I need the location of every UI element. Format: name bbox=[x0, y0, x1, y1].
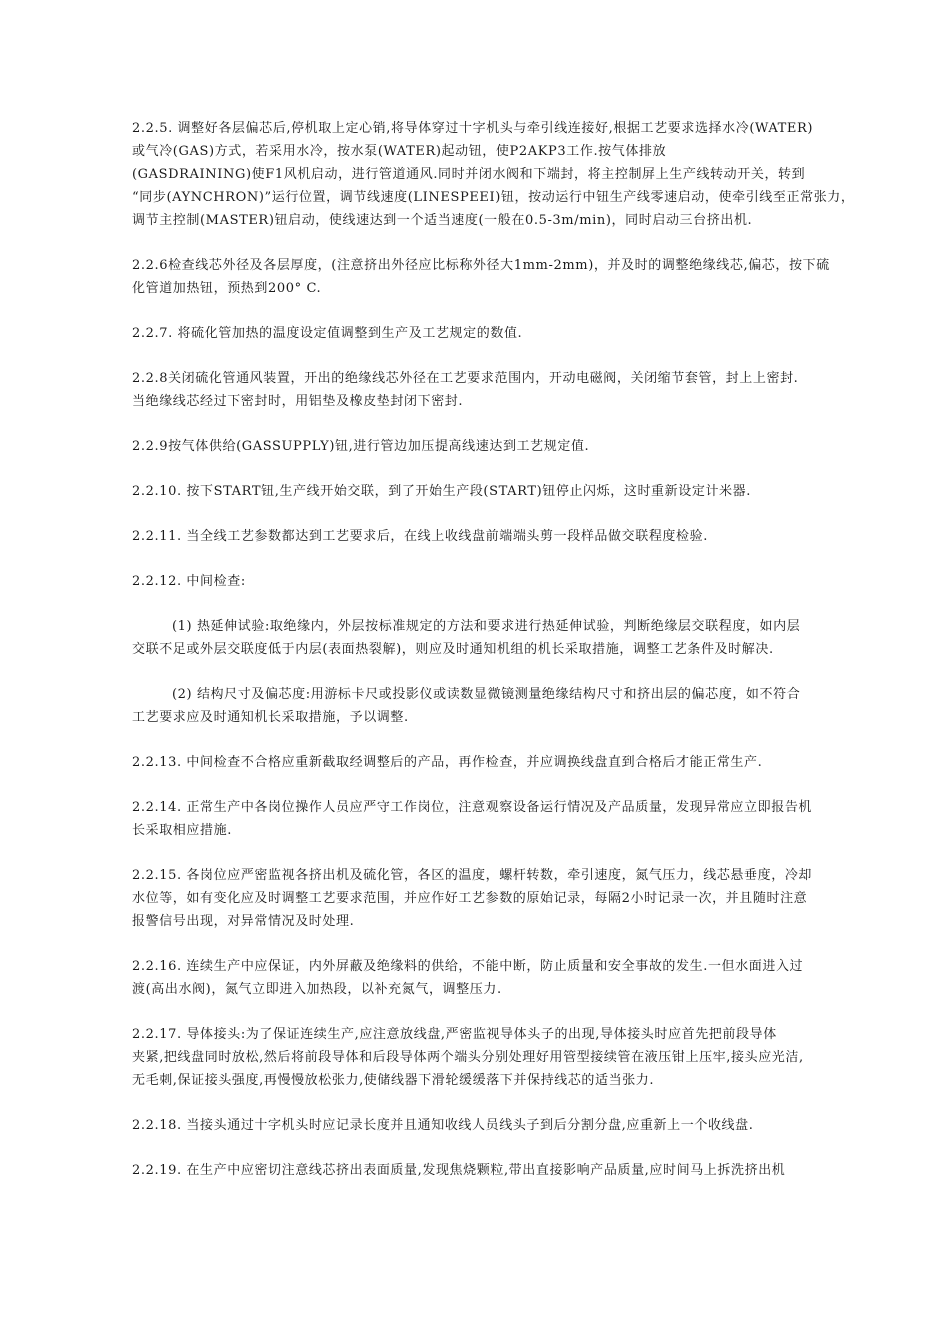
text-line: 工艺要求应及时通知机长采取措施，予以调整. bbox=[132, 710, 409, 725]
paragraph bbox=[132, 864, 840, 933]
text-line: 2.2.11. 当全线工艺参数都达到工艺要求后，在线上收线盘前端端头剪一段样品做交联程度检验. bbox=[132, 529, 708, 544]
paragraph bbox=[132, 751, 840, 774]
text-line: 2.2.9按气体供给(GASSUPPLY)钮,进行管边加压提高线速达到工艺规定值. bbox=[132, 439, 590, 454]
paragraph bbox=[132, 480, 840, 503]
paragraph bbox=[132, 955, 840, 1001]
text-line: 2.2.17. 导体接头:为了保证连续生产,应注意放线盘,严密监视导体头子的出现,导体接头时应首先把前段导体 bbox=[132, 1027, 777, 1042]
text-line: 水位等，如有变化应及时调整工艺要求范围，并应作好工艺参数的原始记录，每隔2小时记录一次，并且随时注意 bbox=[132, 891, 808, 906]
paragraph bbox=[132, 570, 840, 593]
text-line: 2.2.18. 当接头通过十字机头时应记录长度并且通知收线人员线头子到后分割分盘,应重新上一个收线盘. bbox=[132, 1118, 754, 1133]
text-line: “同步(AYNCHRON)”运行位置，调节线速度(LINESPEEI)钮，按动运行中钮生产线零速启动，使牵引线至正常张力， bbox=[132, 190, 855, 205]
paragraph bbox=[132, 683, 840, 729]
paragraph bbox=[132, 1114, 840, 1137]
paragraph bbox=[132, 615, 840, 661]
text-line: (GASDRAINING)使F1风机启动，进行管道通风.同时并闭水阀和下端封，将主控制屏上生产线转动开关，转到 bbox=[132, 167, 806, 182]
text-line: 2.2.19. 在生产中应密切注意线芯挤出表面质量,发现焦烧颗粒,带出直接影响产品质量,应时间马上拆洗挤出机 bbox=[132, 1163, 786, 1178]
text-line: 长采取相应措施. bbox=[132, 823, 232, 838]
text-line: 2.2.13. 中间检查不合格应重新截取经调整后的产品，再作检查，并应调换线盘直到合格后才能正常生产. bbox=[132, 755, 763, 770]
paragraph bbox=[132, 367, 840, 413]
text-line: (2) 结构尺寸及偏芯度:用游标卡尺或投影仪或读数显微镜测量绝缘结构尺寸和挤出层的偏芯度，如不符合 bbox=[172, 687, 801, 702]
text-line: 2.2.7. 将硫化管加热的温度设定值调整到生产及工艺规定的数值. bbox=[132, 326, 523, 341]
paragraph bbox=[132, 1023, 840, 1092]
text-line: 2.2.14. 正常生产中各岗位操作人员应严守工作岗位，注意观察设备运行情况及产品质量，发现异常应立即报告机 bbox=[132, 800, 813, 815]
text-line: 无毛刺,保证接头强度,再慢慢放松张力,使储线器下滑轮缓缓落下并保持线芯的适当张力. bbox=[132, 1073, 655, 1088]
text-line: 交联不足或外层交联度低于内层(表面热裂解)，则应及时通知机组的机长采取措施，调整工艺条件及时解决. bbox=[132, 642, 774, 657]
text-line: 2.2.6检查线芯外径及各层厚度，(注意挤出外径应比标称外径大1mm-2mm)，并及时的调整绝缘线芯,偏芯，按下硫 bbox=[132, 258, 830, 273]
text-line: 2.2.12. 中间检查: bbox=[132, 574, 246, 589]
text-line: 渡(高出水阀)，氮气立即进入加热段，以补充氮气，调整压力. bbox=[132, 982, 502, 997]
paragraph bbox=[132, 435, 840, 458]
text-line: 2.2.10. 按下START钮,生产线开始交联，到了开始生产段(START)钮停止闪烁，这时重新设定计米器. bbox=[132, 484, 751, 499]
paragraph bbox=[132, 1159, 840, 1182]
text-line: 2.2.16. 连续生产中应保证，内外屏蔽及绝缘料的供给，不能中断，防止质量和安全事故的发生.一但水面进入过 bbox=[132, 959, 804, 974]
text-line: 2.2.8关闭硫化管通风装置，开出的绝缘线芯外径在工艺要求范围内，开动电磁阀，关闭缩节套管，封上上密封. bbox=[132, 371, 799, 386]
text-line: 或气冷(GAS)方式，若采用水冷，按水泵(WATER)起动钮，使P2AKP3工作.按气体排放 bbox=[132, 144, 667, 159]
paragraph bbox=[132, 525, 840, 548]
paragraph bbox=[132, 254, 840, 300]
text-line: 报警信号出现，对异常情况及时处理. bbox=[132, 914, 355, 929]
paragraph bbox=[132, 796, 840, 842]
text-line: 2.2.5. 调整好各层偏芯后,停机取上定心销,将导体穿过十字机头与牵引线连接好,根据工艺要求选择水冷(WATER) bbox=[132, 121, 814, 136]
paragraph bbox=[132, 322, 840, 345]
text-line: 化管道加热钮，预热到200° C. bbox=[132, 281, 322, 296]
paragraph bbox=[132, 117, 855, 232]
text-line: 当绝缘线芯经过下密封时，用铝垫及橡皮垫封闭下密封. bbox=[132, 394, 464, 409]
text-line: 调节主控制(MASTER)钮启动，使线速达到一个适当速度(一般在0.5-3m/min)，同时启动三台挤出机. bbox=[132, 213, 753, 228]
text-line: 2.2.15. 各岗位应严密监视各挤出机及硫化管，各区的温度，螺杆转数，牵引速度，氮气压力，线芯悬垂度，冷却 bbox=[132, 868, 813, 883]
text-line: 夹紧,把线盘同时放松,然后将前段导体和后段导体两个端头分别处理好用管型接续管在液压钳上压牢,接头应光洁, bbox=[132, 1050, 804, 1065]
text-line: (1) 热延伸试验:取绝缘内，外层按标准规定的方法和要求进行热延伸试验，判断绝缘层交联程度，如内层 bbox=[172, 619, 801, 634]
